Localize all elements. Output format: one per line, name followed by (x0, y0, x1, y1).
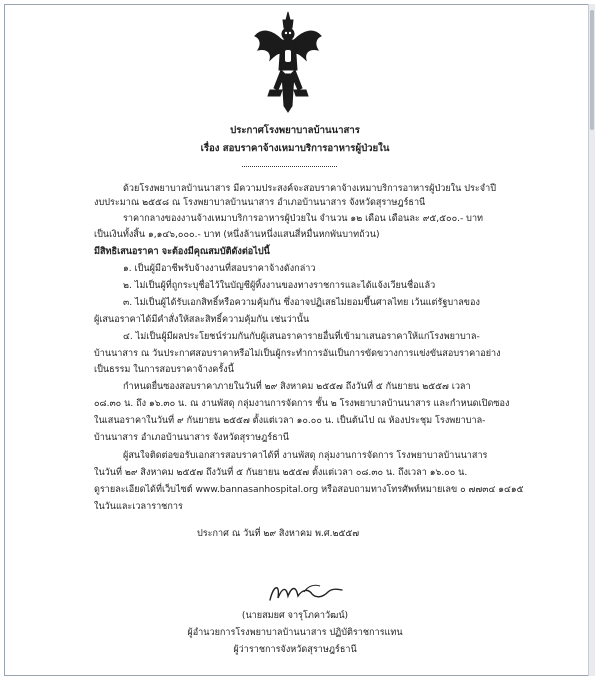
qualifications-heading: มีสิทธิเสนอราคา จะต้องมีคุณสมบัติดังต่อไปนี้ (94, 247, 270, 257)
website-line: ดูรายละเอียดได้ที่เว็บไซต์ www.bannasanhospital.org หรือสอบถามทางโทรศัพท์หมายเลข ๐ ๗๗๓๔ ๑๔๑๕ (94, 485, 524, 495)
body-line: ในวันที่ ๒๙ สิงหาคม ๒๕๕๗ ถึงวันที่ ๕ กันยายน ๒๕๕๗ ตั้งแต่เวลา ๐๘.๓๐ น. ถึงเวลา ๑๖.๐๐ น. (94, 468, 468, 478)
body-line: ๐๘.๓๐ น. ถึง ๑๖.๓๐ น. ณ งานพัสดุ กลุ่มงานการจัดการ ชั้น ๒ โรงพยาบาลบ้านนาสาร และกำหนดเปิดซอง (94, 399, 510, 409)
title-divider (242, 166, 337, 167)
body-line: ราคากลางของงานจ้างเหมาบริการอาหารผู้ป่วยใน จำนวน ๑๒ เดือน เดือนละ ๙๕,๕๐๐.- บาท (123, 214, 484, 224)
body-line: บ้านนาสาร อำเภอบ้านนาสาร จังหวัดสุราษฎร์ธานี (94, 433, 290, 443)
body-line: ในวันและเวลาราชการ (94, 502, 183, 512)
body-line: เป็นเงินทั้งสิ้น ๑,๑๔๖,๐๐๐.- บาท (หนึ่งล้านหนึ่งแสนสี่หมื่นหกพันบาทถ้วน) (94, 230, 380, 240)
qualification-item: ๓. ไม่เป็นผู้ได้รับเอกสิทธิ์หรือความคุ้มกัน ซึ่งอาจปฏิเสธไม่ยอมขึ้นศาลไทย เว้นแต่รัฐบาลของ (123, 298, 480, 308)
signer-position-2: ผู้ว่าราชการจังหวัดสุราษฎร์ธานี (233, 645, 357, 655)
qualification-item: ๒. ไม่เป็นผู้ที่ถูกระบุชื่อไว้ในบัญชีผู้ทิ้งงานของทางราชการและได้แจ้งเวียนชื่อแล้ว (123, 281, 436, 291)
signer-name: (นายสมยศ จารุโภคาวัฒน์) (241, 611, 349, 621)
body-line: งบประมาณ ๒๕๕๘ ณ โรงพยาบาลบ้านนาสาร อำเภอบ้านนาสาร จังหวัดสุราษฎร์ธานี (94, 198, 426, 208)
scrollbar-thumb[interactable] (590, 10, 594, 130)
body-line: ในเสนอราคาในวันที่ ๙ กันยายน ๒๕๕๗ ตั้งแต่เวลา ๑๐.๐๐ น. เป็นต้นไป ณ ห้องประชุม โรงพยาบาล- (94, 416, 486, 426)
body-line: ด้วยโรงพยาบาลบ้านนาสาร มีความประสงค์จะสอบราคาจ้างเหมาบริการอาหารผู้ป่วยใน ประจำปี (123, 184, 496, 194)
body-line: เป็นธรรม ในการสอบราคาจ้างครั้งนี้ (94, 365, 234, 375)
qualification-item: ๔. ไม่เป็นผู้มีผลประโยชน์ร่วมกันกับผู้เสนอราคารายอื่นที่เข้ามาเสนอราคาให้แก่โรงพยาบาล- (123, 332, 480, 342)
announcement-title: ประกาศโรงพยาบาลบ้านนาสาร (230, 125, 360, 136)
qualification-item: ๑. เป็นผู้มีอาชีพรับจ้างงานที่สอบราคาจ้างดังกล่าว (123, 264, 316, 274)
announcement-subject: เรื่อง สอบราคาจ้างเหมาบริการอาหารผู้ป่วยใน (200, 143, 390, 154)
body-line: ผู้สนใจติดต่อขอรับเอกสารสอบราคาได้ที่ งานพัสดุ กลุ่มงานการจัดการ โรงพยาบาลบ้านนาสาร (123, 451, 488, 461)
announce-date: ประกาศ ณ วันที่ ๒๙ สิงหาคม พ.ศ.๒๕๕๗ (197, 529, 360, 539)
handwritten-signature-icon (264, 578, 348, 606)
garuda-emblem-icon (252, 10, 324, 114)
body-line: บ้านนาสาร ณ วันประกาศสอบราคาหรือไม่เป็นผู้กระทำการอันเป็นการขัดขวางการแข่งขันสอบราคาอย่าง (94, 349, 501, 359)
body-line: ผู้เสนอราคาได้มีคำสั่งให้สละสิทธิ์ความคุ้มกัน เช่นว่านั้น (94, 315, 310, 325)
signer-position: ผู้อำนวยการโรงพยาบาลบ้านนาสาร ปฏิบัติราชการแทน (187, 628, 403, 638)
body-line: กำหนดยื่นซองสอบราคาภายในวันที่ ๒๙ สิงหาคม ๒๕๕๗ ถึงวันที่ ๕ กันยายน ๒๕๕๗ เวลา (123, 382, 471, 392)
